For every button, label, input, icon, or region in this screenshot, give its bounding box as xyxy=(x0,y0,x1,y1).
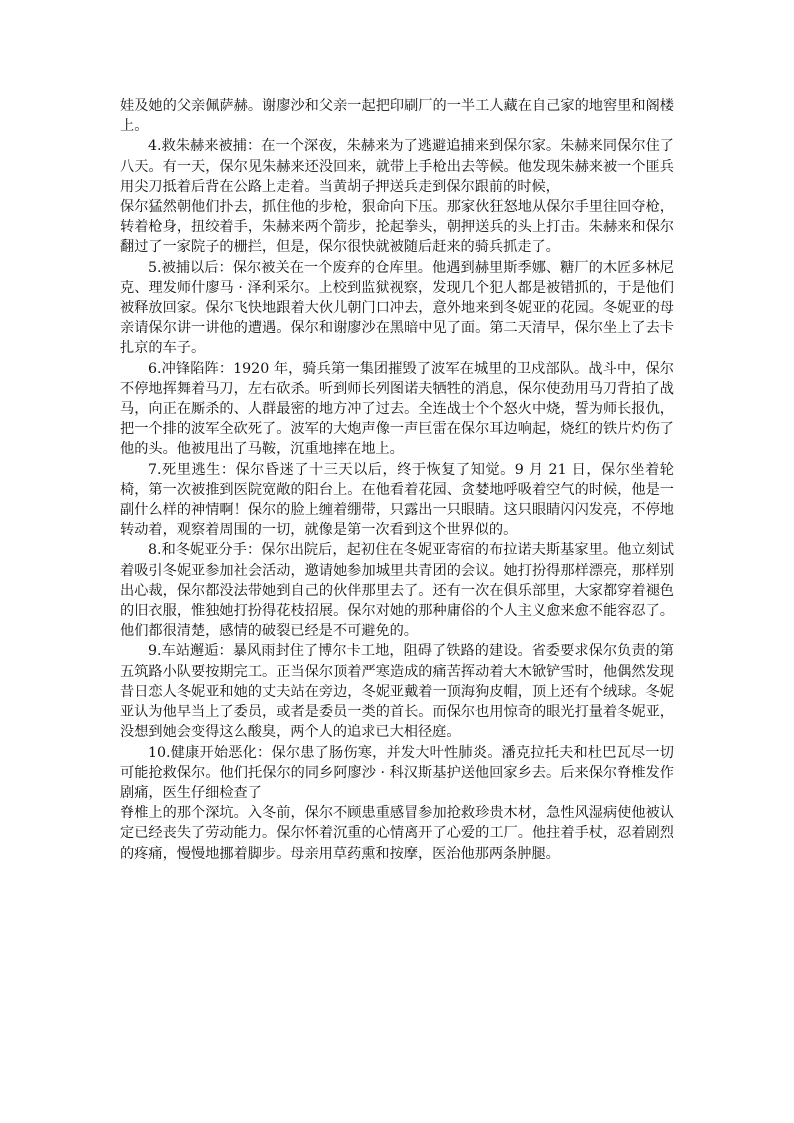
paragraph-spine: 脊椎上的那个深坑。入冬前，保尔不顾患重感冒参加抢救珍贵木材，急性风湿病使他被认定已经丧失了劳动能力。保尔怀着沉重的心情离开了心爱的工厂。他拄着手杖，忍着剧烈的疼痛，慢慢地挪着脚步。母亲用草药熏和按摩，医治他那两条肿腿。 xyxy=(120,805,674,862)
paragraph-continuation: 娃及她的父亲佩萨赫。谢廖沙和父亲一起把印刷厂的一半工人藏在自己家的地窖里和阁楼上。 xyxy=(120,98,674,135)
paragraph-health-decline: 10.健康开始恶化：保尔患了肠伤寒，并发大叶性肺炎。潘克拉托夫和杜巴瓦尽一切可能抢救保尔。他们托保尔的同乡阿廖沙 · 科汉斯基护送他回家乡去。后来保尔脊椎发作剧痛，医生仔细检查了 xyxy=(120,744,674,801)
paragraph-survival: 7.死里逃生：保尔昏迷了十三天以后，终于恢复了知觉。9 月 21 日，保尔坐着轮椅，第一次被推到医院宽敞的阳台上。在他看着花园、贪婪地呼吸着空气的时候，他是一副什么样的神情啊！保尔的脸上缠着绷带，只露出一只眼睛。这只眼睛闪闪发亮，不停地转动着，观察着周围的一切，就像是第一次看到这个世界似的。 xyxy=(120,461,674,539)
paragraph-charge: 6.冲锋陷阵：1920 年，骑兵第一集团摧毁了波军在城里的卫戍部队。战斗中，保尔不停地挥舞着马刀，左右砍杀。听到师长列图诺夫牺牲的消息，保尔使劲用马刀背拍了战马，向正在厮杀的、人群最密的地方冲了过去。全连战士个个怒火中烧，誓为师长报仇，把一个排的波军全砍死了。波军的大炮声像一声巨雷在保尔耳边响起，烧红的铁片灼伤了他的头。他被甩出了马鞍，沉重地摔在地上。 xyxy=(120,360,674,458)
paragraph-after-arrest: 5.被捕以后：保尔被关在一个废弃的仓库里。他遇到赫里斯季娜、糖厂的木匠多林尼克、理发师什廖马 · 泽利采尔。上校到监狱视察，发现几个犯人都是被错抓的，于是他们被释放回家。保尔飞快地跟着大伙儿朝门口冲去，意外地来到冬妮亚的花园。冬妮亚的母亲请保尔讲一讲他的遭遇。保尔和谢廖沙在黑暗中见了面。第二天清早，保尔坐上了去卡扎京的车子。 xyxy=(120,259,674,357)
paragraph-breakup: 8.和冬妮亚分手：保尔出院后，起初住在冬妮亚寄宿的布拉诺夫斯基家里。他立刻试着吸引冬妮亚参加社会活动，邀请她参加城里共青团的会议。她打扮得那样漂亮，那样别出心裁，保尔都没法带她到自己的伙伴那里去了。还有一次在俱乐部里，大家都穿着褪色的旧衣服，惟独她打扮得花枝招展。保尔对她的那种庸俗的个人主义愈来愈不能容忍了。他们都很清楚，感情的破裂已经是不可避免的。 xyxy=(120,542,674,640)
paragraph-station-encounter: 9.车站邂逅：暴风雨封住了博尔卡工地，阻碍了铁路的建设。省委要求保尔负责的第五筑路小队要按期完工。正当保尔顶着严寒造成的痛苦挥动着大木锨铲雪时，他偶然发现昔日恋人冬妮亚和她的丈夫站在旁边，冬妮亚戴着一顶海狗皮帽，顶上还有个绒球。冬妮亚认为他早当上了委员，或者是委员一类的首长。而保尔也用惊奇的眼光打量着冬妮亚，没想到她会变得这么酸臭，两个人的追求已大相径庭。 xyxy=(120,643,674,741)
document-page xyxy=(120,96,674,864)
paragraph-struggle: 保尔猛然朝他们扑去，抓住他的步枪，狠命向下压。那家伙狂怒地从保尔手里往回夺枪，转着枪身，扭绞着手，朱赫来两个箭步，抡起拳头，朝押送兵的头上打击。朱赫来和保尔翻过了一家院子的栅拦，但是，保尔很快就被随后赶来的骑兵抓走了。 xyxy=(120,199,674,256)
paragraph-rescue-zhuhelai: 4.救朱赫来被捕：在一个深夜，朱赫来为了逃避追捕来到保尔家。朱赫来同保尔住了八天。有一天，保尔见朱赫来还没回来，就带上手枪出去等候。他发现朱赫来被一个匪兵用尖刀抵着后背在公路上走着。当黄胡子押送兵走到保尔跟前的时候， xyxy=(120,138,674,195)
